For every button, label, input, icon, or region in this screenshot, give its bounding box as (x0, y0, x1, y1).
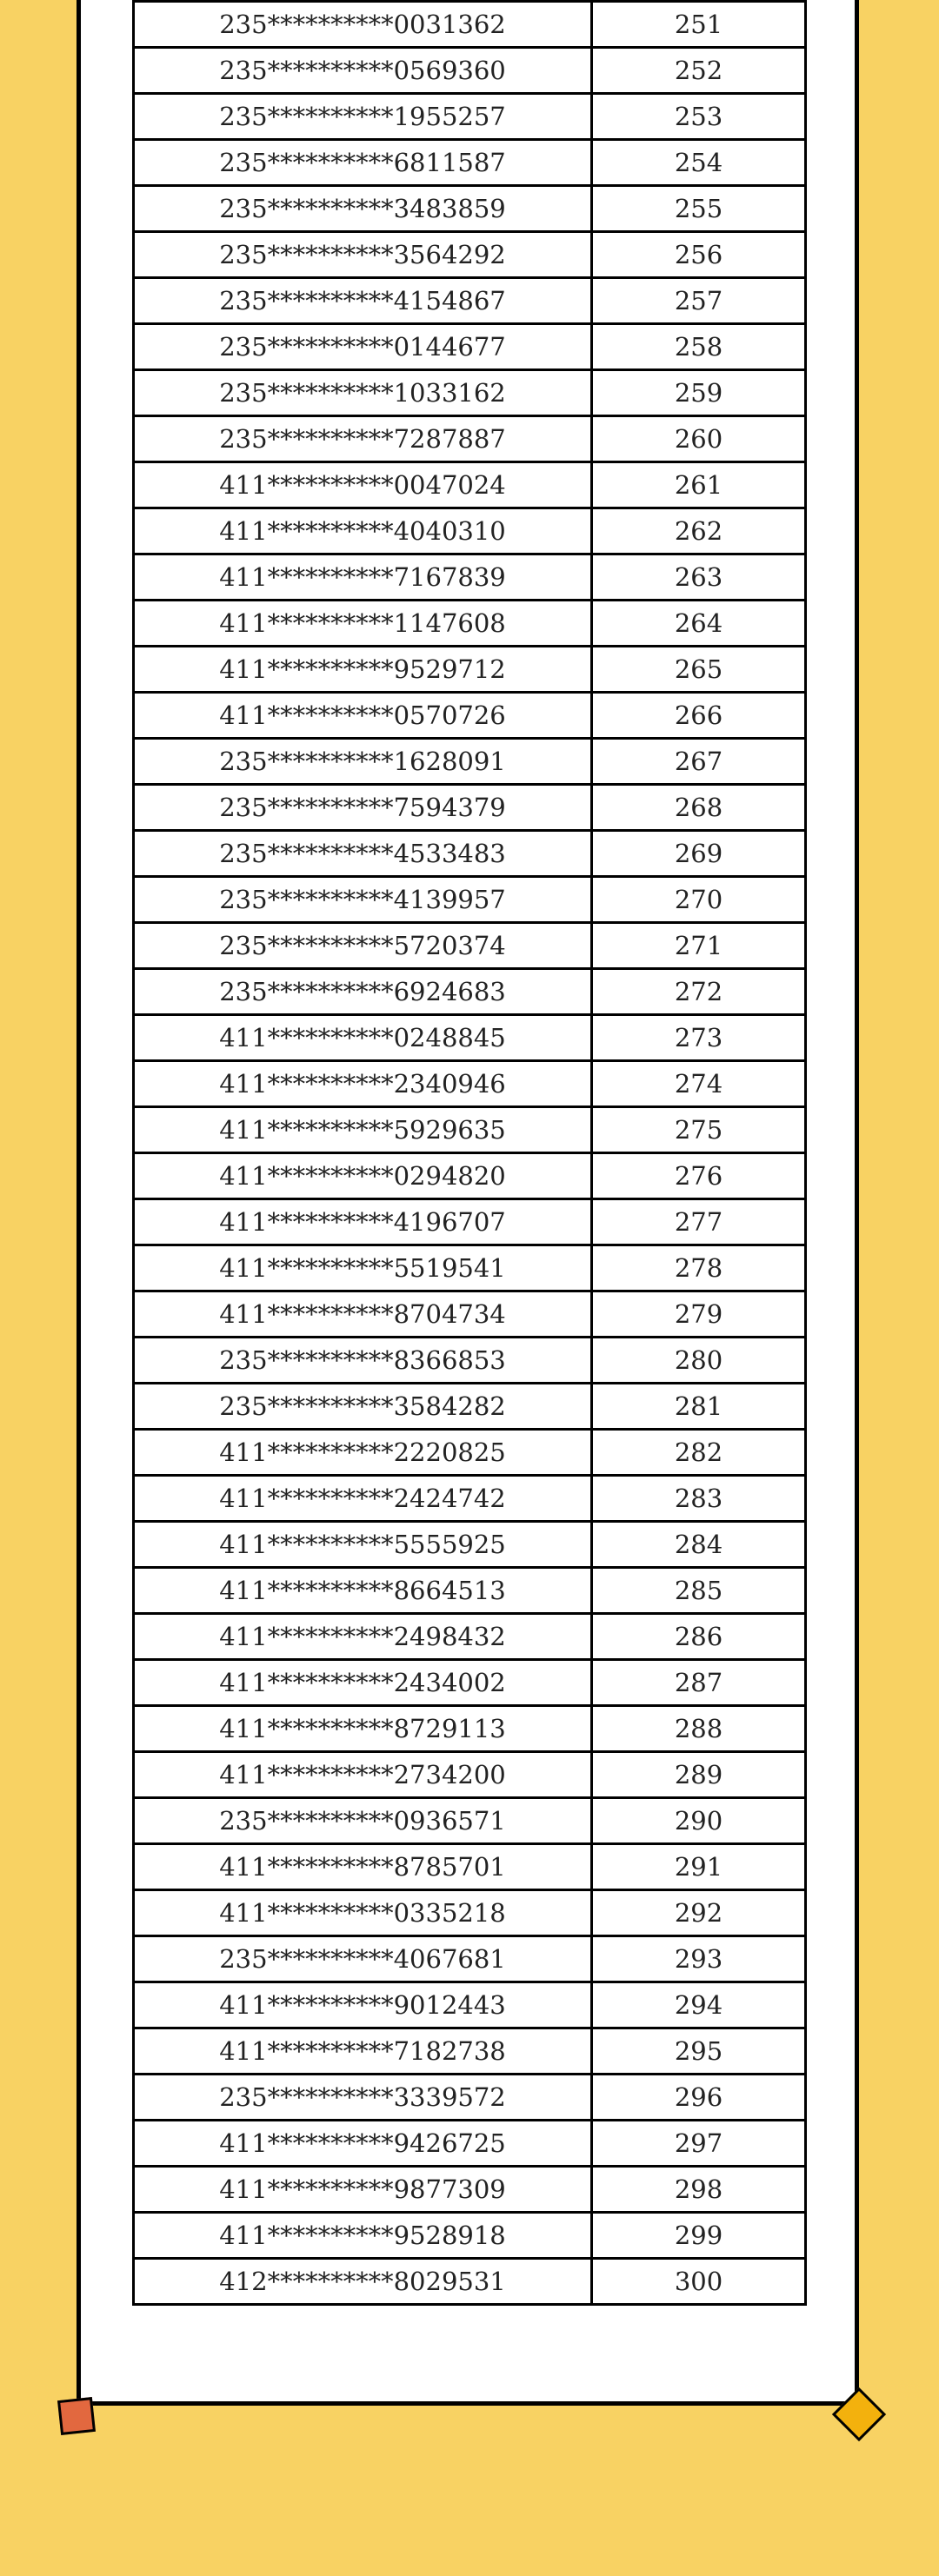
table-row (134, 1752, 806, 1798)
table-row (134, 1061, 806, 1107)
number-cell: 258 (592, 324, 806, 370)
number-cell: 255 (592, 186, 806, 232)
id-cell: 411**********8785701 (134, 1844, 592, 1890)
number-cell: 263 (592, 554, 806, 601)
id-cell: 411**********1147608 (134, 601, 592, 647)
number-cell: 298 (592, 2167, 806, 2213)
id-cell: 411**********4196707 (134, 1199, 592, 1245)
number-cell: 289 (592, 1752, 806, 1798)
number-cell: 299 (592, 2213, 806, 2259)
table-row (134, 1430, 806, 1476)
id-cell: 235**********1033162 (134, 370, 592, 416)
number-cell: 282 (592, 1430, 806, 1476)
table-row (134, 508, 806, 554)
id-cell: 411**********2434002 (134, 1660, 592, 1706)
table-row (134, 462, 806, 508)
number-cell: 287 (592, 1660, 806, 1706)
id-cell: 235**********3339572 (134, 2075, 592, 2121)
number-cell: 300 (592, 2259, 806, 2305)
table-row (134, 370, 806, 416)
id-cell: 235**********0569360 (134, 48, 592, 94)
number-cell: 259 (592, 370, 806, 416)
number-cell: 268 (592, 785, 806, 831)
number-cell: 261 (592, 462, 806, 508)
id-cell: 411**********7167839 (134, 554, 592, 601)
number-cell: 271 (592, 923, 806, 969)
table-row (134, 1015, 806, 1061)
table-row (134, 1568, 806, 1614)
id-cell: 411**********5519541 (134, 1245, 592, 1291)
number-cell: 280 (592, 1338, 806, 1384)
number-cell: 253 (592, 94, 806, 140)
table-row (134, 2121, 806, 2167)
number-cell: 274 (592, 1061, 806, 1107)
id-cell: 235**********0936571 (134, 1798, 592, 1844)
id-cell: 411**********9528918 (134, 2213, 592, 2259)
id-cell: 411**********4040310 (134, 508, 592, 554)
number-cell: 251 (592, 2, 806, 48)
table-row (134, 1660, 806, 1706)
table-row (134, 831, 806, 877)
id-cell: 411**********9426725 (134, 2121, 592, 2167)
number-cell: 252 (592, 48, 806, 94)
table-row (134, 1614, 806, 1660)
table-row (134, 186, 806, 232)
corner-tab-left (57, 2397, 96, 2435)
number-cell: 256 (592, 232, 806, 278)
number-cell: 284 (592, 1522, 806, 1568)
number-cell: 278 (592, 1245, 806, 1291)
table-row (134, 1245, 806, 1291)
table-row (134, 1936, 806, 1982)
id-cell: 235**********5720374 (134, 923, 592, 969)
table-row (134, 324, 806, 370)
table-row (134, 877, 806, 923)
number-cell: 262 (592, 508, 806, 554)
id-cell: 411**********5929635 (134, 1107, 592, 1153)
number-cell: 264 (592, 601, 806, 647)
id-cell: 411**********2340946 (134, 1061, 592, 1107)
id-cell: 411**********5555925 (134, 1522, 592, 1568)
id-cell: 235**********4533483 (134, 831, 592, 877)
id-cell: 411**********2734200 (134, 1752, 592, 1798)
id-cell: 411**********0294820 (134, 1153, 592, 1199)
number-cell: 266 (592, 693, 806, 739)
table-row (134, 278, 806, 324)
id-cell: 411**********2424742 (134, 1476, 592, 1522)
number-cell: 293 (592, 1936, 806, 1982)
id-cell: 235**********4139957 (134, 877, 592, 923)
table-row (134, 1798, 806, 1844)
table-row (134, 140, 806, 186)
table-row (134, 2213, 806, 2259)
table-row (134, 2259, 806, 2305)
table-row (134, 969, 806, 1015)
table-row (134, 1844, 806, 1890)
table-row (134, 1291, 806, 1338)
table-row (134, 923, 806, 969)
id-cell: 235**********4067681 (134, 1936, 592, 1982)
number-cell: 269 (592, 831, 806, 877)
table-row (134, 1522, 806, 1568)
id-cell: 235**********6924683 (134, 969, 592, 1015)
number-cell: 260 (592, 416, 806, 462)
number-cell: 288 (592, 1706, 806, 1752)
table-row (134, 416, 806, 462)
table-row (134, 554, 806, 601)
table-row (134, 232, 806, 278)
id-cell: 411**********0570726 (134, 693, 592, 739)
number-cell: 267 (592, 739, 806, 785)
number-cell: 292 (592, 1890, 806, 1936)
number-cell: 283 (592, 1476, 806, 1522)
id-cell: 411**********9877309 (134, 2167, 592, 2213)
number-cell: 277 (592, 1199, 806, 1245)
table-row (134, 601, 806, 647)
id-cell: 411**********0335218 (134, 1890, 592, 1936)
id-cell: 411**********0047024 (134, 462, 592, 508)
table-row (134, 1706, 806, 1752)
table-row (134, 647, 806, 693)
id-cell: 411**********2498432 (134, 1614, 592, 1660)
id-cell: 235**********6811587 (134, 140, 592, 186)
table-row (134, 693, 806, 739)
id-cell: 235**********3564292 (134, 232, 592, 278)
table-row (134, 2167, 806, 2213)
number-cell: 290 (592, 1798, 806, 1844)
table-row (134, 1476, 806, 1522)
id-cell: 235**********8366853 (134, 1338, 592, 1384)
table-row (134, 739, 806, 785)
table-row (134, 1982, 806, 2028)
table-row (134, 1107, 806, 1153)
id-cell: 411**********2220825 (134, 1430, 592, 1476)
number-cell: 285 (592, 1568, 806, 1614)
number-cell: 291 (592, 1844, 806, 1890)
id-cell: 235**********0144677 (134, 324, 592, 370)
number-cell: 265 (592, 647, 806, 693)
number-cell: 272 (592, 969, 806, 1015)
id-cell: 235**********4154867 (134, 278, 592, 324)
table-row (134, 1153, 806, 1199)
table-row (134, 94, 806, 140)
id-cell: 412**********8029531 (134, 2259, 592, 2305)
table-row (134, 1199, 806, 1245)
number-cell: 275 (592, 1107, 806, 1153)
number-cell: 297 (592, 2121, 806, 2167)
table-row (134, 1338, 806, 1384)
id-cell: 235**********7594379 (134, 785, 592, 831)
table-row (134, 1384, 806, 1430)
id-cell: 235**********1955257 (134, 94, 592, 140)
number-cell: 286 (592, 1614, 806, 1660)
number-cell: 276 (592, 1153, 806, 1199)
id-cell: 411**********7182738 (134, 2028, 592, 2075)
number-cell: 254 (592, 140, 806, 186)
id-cell: 235**********3483859 (134, 186, 592, 232)
number-cell: 296 (592, 2075, 806, 2121)
id-cell: 235**********3584282 (134, 1384, 592, 1430)
table-row (134, 2075, 806, 2121)
id-cell: 235**********0031362 (134, 2, 592, 48)
table-row (134, 48, 806, 94)
id-cell: 235**********1628091 (134, 739, 592, 785)
table-row (134, 1890, 806, 1936)
table-body (134, 2, 806, 2305)
number-cell: 281 (592, 1384, 806, 1430)
number-cell: 295 (592, 2028, 806, 2075)
table-row (134, 2028, 806, 2075)
table-row (134, 785, 806, 831)
table-row (134, 2, 806, 48)
id-cell: 411**********8729113 (134, 1706, 592, 1752)
id-cell: 411**********0248845 (134, 1015, 592, 1061)
id-cell: 411**********8704734 (134, 1291, 592, 1338)
number-cell: 279 (592, 1291, 806, 1338)
number-cell: 270 (592, 877, 806, 923)
number-cell: 273 (592, 1015, 806, 1061)
number-cell: 257 (592, 278, 806, 324)
id-cell: 411**********9529712 (134, 647, 592, 693)
id-number-table (132, 0, 807, 2306)
id-cell: 235**********7287887 (134, 416, 592, 462)
id-cell: 411**********9012443 (134, 1982, 592, 2028)
number-cell: 294 (592, 1982, 806, 2028)
id-cell: 411**********8664513 (134, 1568, 592, 1614)
